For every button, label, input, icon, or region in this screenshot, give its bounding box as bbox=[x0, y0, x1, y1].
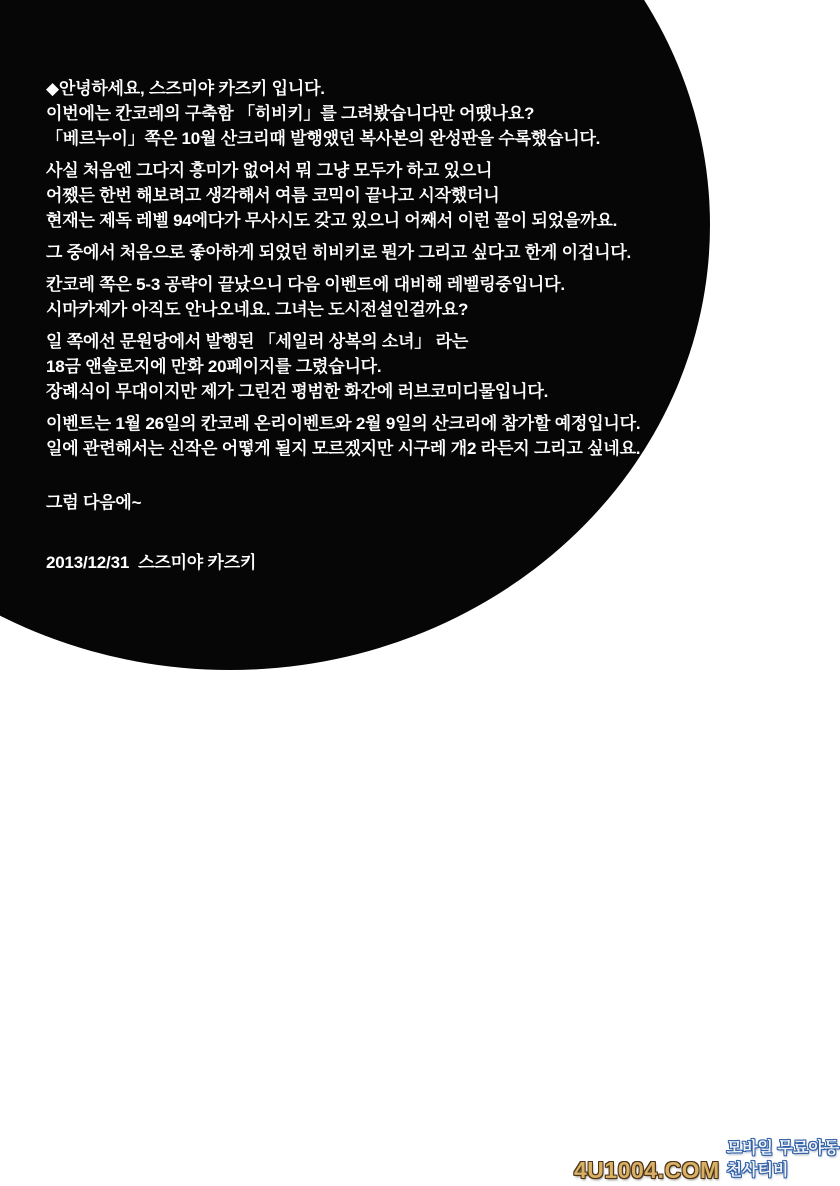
text-line: 「베르누이」쪽은 10월 산크리때 발행앴던 복사본의 완성판을 수록했습니다. bbox=[46, 129, 601, 148]
text-line: 이벤트는 1월 26일의 칸코레 온리이벤트와 2월 9일의 산크리에 참가할 예정입니다. bbox=[46, 414, 641, 433]
text-line: 일 쪽에선 문원당에서 발행된 「세일러 상복의 소녀」 라는 bbox=[46, 332, 469, 351]
text-line: 칸코레 쪽은 5-3 공략이 끝났으니 다음 이벤트에 대비해 레벨링중입니다. bbox=[46, 275, 565, 294]
watermark-tagline: 모바일 무료야동 천사티비 bbox=[726, 1140, 840, 1179]
text-line: 18금 앤솔로지에 만화 20페이지를 그렸습니다. bbox=[46, 357, 382, 376]
text-line: 그 중에서 처음으로 좋아하게 되었던 히비키로 뭔가 그리고 싶다고 한게 이겁니다. bbox=[46, 243, 632, 262]
text-line: 어쨌든 한번 해보려고 생각해서 여름 코믹이 끝나고 시작했더니 bbox=[46, 186, 500, 205]
paragraph-upcoming-events bbox=[46, 411, 666, 461]
watermark-site-logo: 4U1004.COM bbox=[574, 1157, 720, 1183]
text-line: 일에 관련해서는 신작은 어떻게 될지 모르겠지만 시구레 개2 라든지 그리고 싶네요. bbox=[46, 439, 641, 458]
paragraph-anthology-work bbox=[46, 329, 666, 404]
paragraph-leveling bbox=[46, 272, 666, 322]
text-line: 현재는 제독 레벨 94에다가 무사시도 갖고 있으니 어째서 이런 꼴이 되었을까요. bbox=[46, 211, 618, 230]
text-line: ◆안녕하세요, 스즈미야 카즈키 입니다. bbox=[46, 79, 325, 98]
closing-line: 그럼 다음에~ bbox=[46, 493, 142, 512]
text-line: 장례식이 무대이지만 제가 그린건 평범한 화간에 러브코미디물입니다. bbox=[46, 382, 549, 401]
date-signature-line: 2013/12/31 스즈미야 카즈키 bbox=[46, 553, 257, 572]
watermark bbox=[574, 1140, 840, 1184]
afterword-text-block bbox=[46, 76, 666, 575]
paragraph-greeting bbox=[46, 76, 666, 151]
paragraph-hibiki bbox=[46, 240, 666, 265]
paragraph-kancolle-start bbox=[46, 158, 666, 233]
text-line: 시마카제가 아직도 안나오네요. 그녀는 도시전설인걸까요? bbox=[46, 300, 469, 319]
text-line: 사실 처음엔 그다지 흥미가 없어서 뭐 그냥 모두가 하고 있으니 bbox=[46, 161, 493, 180]
text-line: 이번에는 칸코레의 구축함 「히비키」를 그려봤습니다만 어땠나요? bbox=[46, 104, 535, 123]
